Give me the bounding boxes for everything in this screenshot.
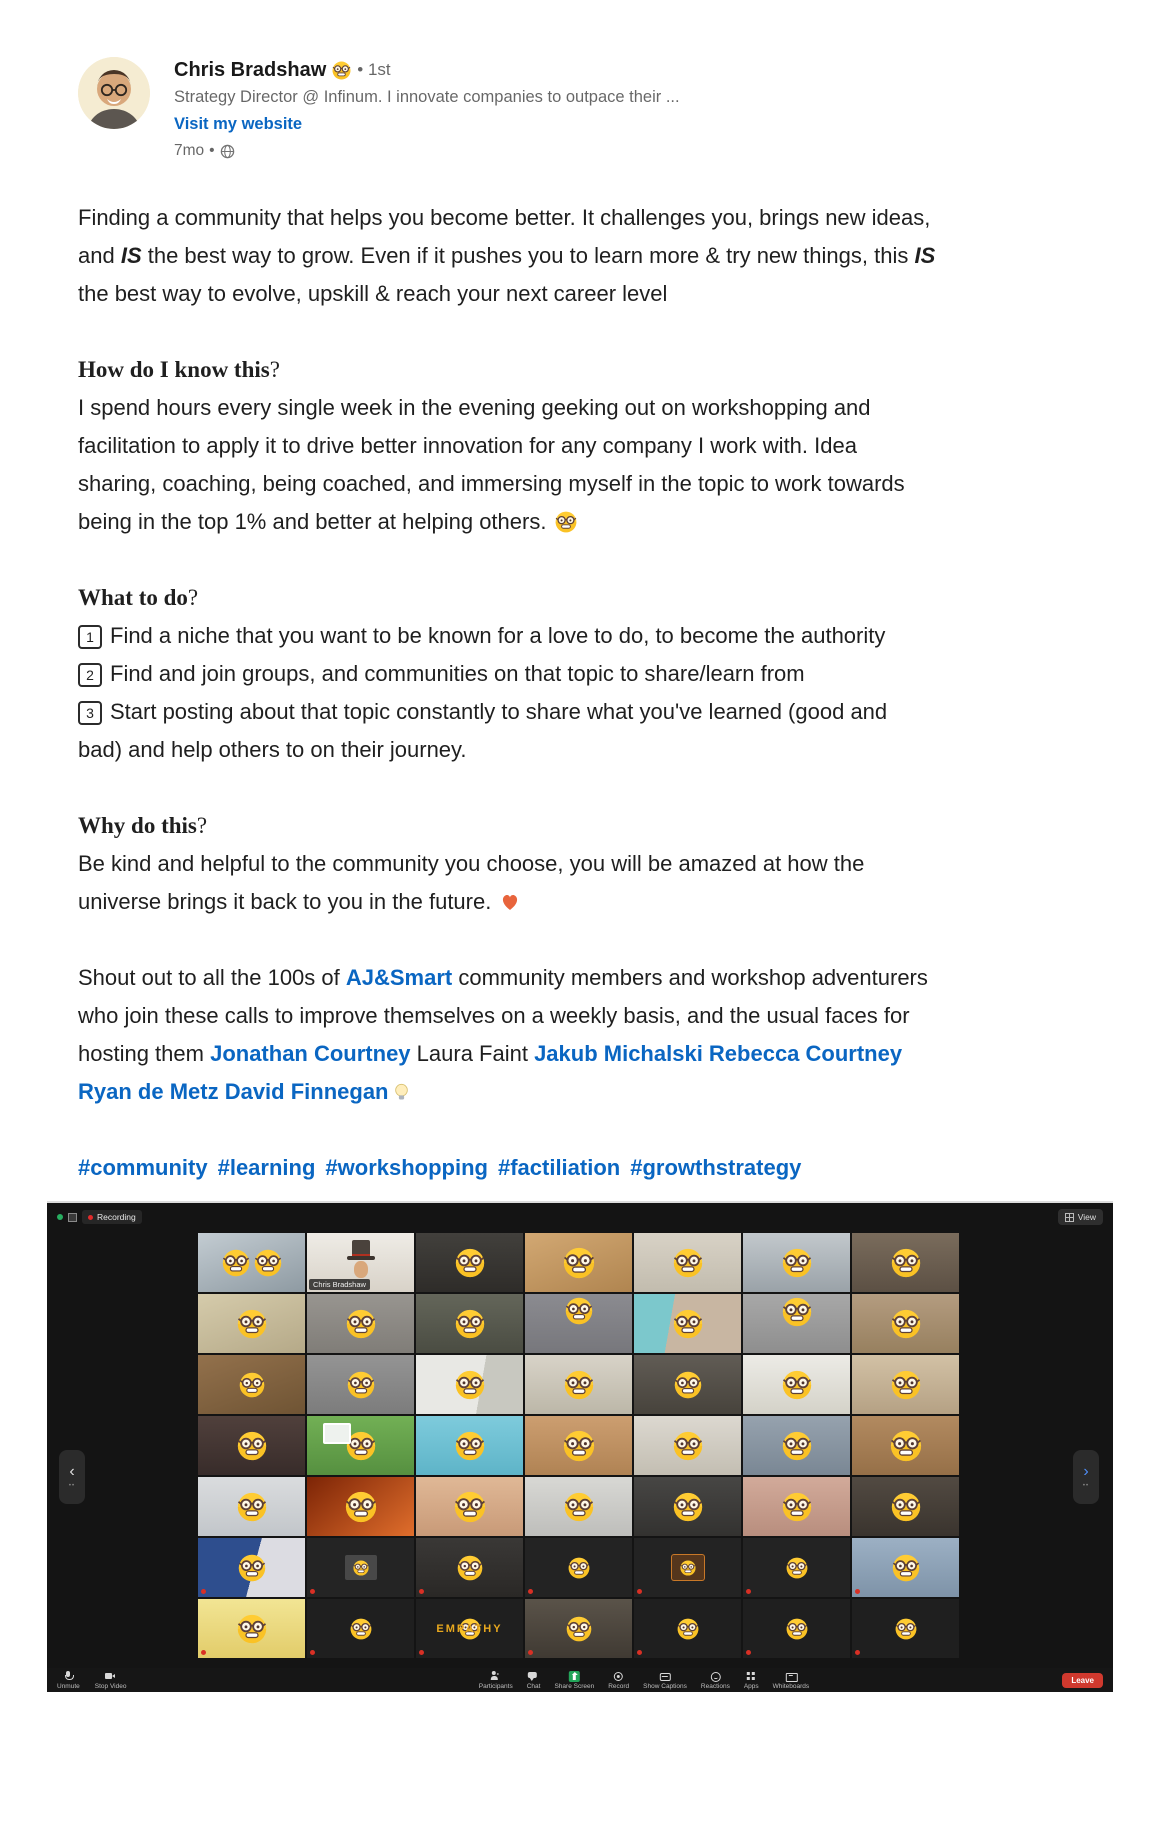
company-mention-link[interactable]: AJ&Smart bbox=[345, 965, 453, 990]
nerd-emoji bbox=[673, 1431, 703, 1461]
muted-mic-indicator bbox=[746, 1589, 751, 1594]
time-separator: • bbox=[209, 142, 215, 159]
nerd-emoji bbox=[239, 1372, 265, 1398]
chevron-right-icon bbox=[1083, 1465, 1088, 1479]
hashtags bbox=[78, 1149, 936, 1187]
toolbar-reactions: Reactions bbox=[701, 1671, 730, 1690]
know-section: How do I know this? I spend hours every single week in the evening geeking out on workshopping and facilitation to apply it to drive better innovation for any company I work with. Idea sharing, coaching, being coached, and immersing myself in the topic to work towards being in the top 1% and better at helping others. bbox=[78, 357, 905, 534]
nerd-emoji bbox=[782, 1297, 812, 1327]
participant-tile bbox=[416, 1538, 523, 1597]
encryption-dot-icon bbox=[57, 1214, 63, 1220]
keycap-2-icon: 2 bbox=[78, 663, 102, 687]
toolbar-show-captions: Show Captions bbox=[643, 1671, 687, 1690]
toolbar-participants: Participants bbox=[479, 1671, 513, 1690]
participant-tile bbox=[743, 1355, 850, 1414]
nerd-emoji bbox=[350, 1618, 372, 1640]
nerd-emoji bbox=[786, 1557, 808, 1579]
video-inset bbox=[345, 1555, 377, 1580]
section-heading: What to do bbox=[78, 585, 188, 610]
participant-tile bbox=[307, 1538, 414, 1597]
participant-name-label: Chris Bradshaw bbox=[309, 1279, 370, 1290]
participant-tile bbox=[852, 1416, 959, 1475]
participant-tile bbox=[416, 1416, 523, 1475]
participant-tile bbox=[525, 1233, 632, 1292]
participant-tile bbox=[416, 1477, 523, 1536]
nerd-emoji bbox=[566, 1616, 592, 1642]
next-page-arrow bbox=[1073, 1450, 1099, 1504]
nerd-emoji bbox=[782, 1431, 812, 1461]
lightbulb-emoji bbox=[391, 1082, 412, 1103]
participant-tile bbox=[525, 1538, 632, 1597]
nerd-emoji bbox=[347, 1371, 375, 1399]
captions-icon bbox=[660, 1671, 671, 1682]
muted-mic-indicator bbox=[637, 1589, 642, 1594]
participant-tile bbox=[634, 1538, 741, 1597]
hashtag-link[interactable]: #community bbox=[78, 1155, 208, 1180]
linkedin-post bbox=[0, 57, 1160, 1692]
toolbar-apps: Apps bbox=[744, 1671, 759, 1690]
participant-tile bbox=[525, 1477, 632, 1536]
nerd-emoji bbox=[563, 1430, 595, 1462]
nerd-emoji bbox=[332, 61, 351, 80]
participant-tile bbox=[743, 1294, 850, 1353]
post-image-zoom-call[interactable] bbox=[47, 1201, 1113, 1692]
nerd-emoji bbox=[346, 1309, 376, 1339]
what-to-do-section: What to do? 1 Find a niche that you want to be known for a love to do, to become the authority 2 Find and join groups, and communities on that topic to share/learn from 3 Start posting about that topic constantly to share what you've learned (good and bad) and help others to on their journey. bbox=[78, 585, 888, 762]
participant-tile bbox=[743, 1233, 850, 1292]
picture-frame bbox=[323, 1423, 351, 1444]
participant-tile bbox=[307, 1233, 414, 1292]
toolbar-stop-video: Stop Video bbox=[95, 1671, 127, 1690]
nerd-emoji bbox=[782, 1248, 812, 1278]
nerd-emoji bbox=[455, 1370, 485, 1400]
keycap-3-icon: 3 bbox=[78, 701, 102, 725]
zoom-grid bbox=[198, 1233, 959, 1658]
why-section: Why do this? Be kind and helpful to the community you choose, you will be amazed at how the universe brings it back to you in the future. bbox=[78, 813, 865, 914]
header-info bbox=[174, 57, 680, 163]
hashtag-link[interactable]: #learning bbox=[217, 1155, 316, 1180]
section-heading: Why do this bbox=[78, 813, 197, 838]
nerd-emoji bbox=[673, 1309, 703, 1339]
muted-mic-indicator bbox=[637, 1650, 642, 1655]
muted-mic-indicator bbox=[528, 1650, 533, 1655]
chat-icon bbox=[528, 1671, 539, 1682]
nerd-emoji bbox=[891, 1370, 921, 1400]
zoom-toolbar bbox=[47, 1668, 1113, 1692]
participant-tile bbox=[852, 1355, 959, 1414]
time-ago: 7mo bbox=[174, 142, 205, 159]
camera-icon bbox=[105, 1671, 116, 1682]
participant-tile bbox=[634, 1416, 741, 1475]
nerd-emoji bbox=[568, 1557, 590, 1579]
participant-tile bbox=[634, 1477, 741, 1536]
view-button bbox=[1058, 1209, 1103, 1225]
participant-tile bbox=[307, 1294, 414, 1353]
participant-tile bbox=[307, 1416, 414, 1475]
author-headline: Strategy Director @ Infinum. I innovate companies to outpace their ... bbox=[174, 88, 680, 106]
top-hat-icon bbox=[352, 1240, 370, 1257]
muted-mic-indicator bbox=[419, 1650, 424, 1655]
nerd-emoji bbox=[786, 1618, 808, 1640]
person-mentions-link[interactable]: Jakub Michalski Rebecca Courtney Ryan de Metz David Finnegan bbox=[78, 1041, 903, 1104]
nerd-emoji bbox=[237, 1309, 267, 1339]
nerd-emoji bbox=[890, 1430, 922, 1462]
participant-tile bbox=[198, 1538, 305, 1597]
participant-tile bbox=[198, 1599, 305, 1658]
prev-page-arrow bbox=[59, 1450, 85, 1504]
muted-mic-indicator bbox=[201, 1650, 206, 1655]
nerd-emoji bbox=[353, 1560, 369, 1576]
nerd-emoji bbox=[564, 1492, 594, 1522]
participant-tile bbox=[525, 1294, 632, 1353]
nerd-emoji bbox=[237, 1431, 267, 1461]
participant-tile bbox=[634, 1294, 741, 1353]
nerd-emoji bbox=[674, 1371, 702, 1399]
author-name[interactable]: Chris Bradshaw bbox=[174, 59, 327, 81]
grid-view-icon bbox=[1065, 1213, 1074, 1222]
keycap-1-icon: 1 bbox=[78, 625, 102, 649]
nerd-emoji bbox=[895, 1618, 917, 1640]
participant-tile bbox=[634, 1233, 741, 1292]
zoom-toolbar-center bbox=[479, 1671, 809, 1690]
participant-tile bbox=[416, 1233, 523, 1292]
nerd-emoji bbox=[455, 1431, 485, 1461]
participant-tile bbox=[743, 1538, 850, 1597]
page-dots bbox=[69, 1483, 75, 1489]
nerd-emoji bbox=[237, 1614, 267, 1644]
nerd-emoji bbox=[238, 1554, 266, 1582]
nerd-emoji bbox=[345, 1491, 377, 1523]
layout-icon bbox=[68, 1213, 77, 1222]
connection-degree: • 1st bbox=[357, 60, 391, 79]
zoom-toolbar-left bbox=[57, 1671, 126, 1690]
share-icon bbox=[569, 1671, 580, 1682]
post-time bbox=[174, 139, 680, 163]
nerd-emoji bbox=[782, 1370, 812, 1400]
participant-tile bbox=[525, 1599, 632, 1658]
nerd-emoji bbox=[455, 1309, 485, 1339]
participant-tile bbox=[307, 1599, 414, 1658]
participant-tile bbox=[634, 1355, 741, 1414]
person-mention-link[interactable]: Jonathan Courtney bbox=[210, 1041, 411, 1066]
hashtag-link[interactable]: #factiliation bbox=[497, 1155, 621, 1180]
participant-tile bbox=[525, 1416, 632, 1475]
participant-tile bbox=[416, 1599, 523, 1658]
nerd-emoji bbox=[891, 1309, 921, 1339]
nerd-emoji bbox=[673, 1248, 703, 1278]
name-line bbox=[174, 57, 680, 83]
participant-tile bbox=[198, 1294, 305, 1353]
section-heading: How do I know this bbox=[78, 357, 270, 382]
whiteboards-icon bbox=[785, 1671, 796, 1682]
toolbar-record: Record bbox=[608, 1671, 629, 1690]
reactions-icon bbox=[710, 1671, 721, 1682]
apps-icon bbox=[746, 1671, 757, 1682]
visit-website-link[interactable]: Visit my website bbox=[174, 115, 303, 133]
zoom-statusbar bbox=[57, 1210, 142, 1224]
participant-tile bbox=[852, 1233, 959, 1292]
page-dots bbox=[1083, 1483, 1089, 1489]
empathy-text: EMPATHY bbox=[436, 1622, 503, 1635]
nerd-emoji bbox=[254, 1249, 282, 1277]
participant-tile bbox=[852, 1538, 959, 1597]
muted-mic-indicator bbox=[855, 1589, 860, 1594]
nerd-emoji bbox=[892, 1554, 920, 1582]
participant-tile bbox=[416, 1294, 523, 1353]
muted-mic-indicator bbox=[528, 1589, 533, 1594]
participant-tile bbox=[743, 1599, 850, 1658]
globe-icon bbox=[220, 144, 235, 159]
participant-tile bbox=[416, 1355, 523, 1414]
muted-mic-indicator bbox=[746, 1650, 751, 1655]
post-header bbox=[78, 57, 1082, 163]
nerd-emoji bbox=[564, 1370, 594, 1400]
nerd-emoji bbox=[565, 1297, 593, 1325]
mic-icon bbox=[63, 1671, 74, 1682]
participants-icon bbox=[490, 1671, 501, 1682]
nerd-emoji bbox=[891, 1248, 921, 1278]
participant-tile bbox=[198, 1416, 305, 1475]
toolbar-whiteboards: Whiteboards bbox=[773, 1671, 810, 1690]
toolbar-chat: Chat bbox=[527, 1671, 541, 1690]
muted-mic-indicator bbox=[201, 1589, 206, 1594]
nerd-emoji bbox=[222, 1249, 250, 1277]
participant-tile bbox=[307, 1477, 414, 1536]
shoutout-paragraph: Shout out to all the 100s of AJ&Smart community members and workshop adventurers who join these calls to improve themselves on a weekly basis, and the usual faces for hosting them Jonathan Courtney Laura Faint Jakub Michalski Rebecca Courtney Ryan de Metz David Finnegan bbox=[78, 965, 928, 1104]
toolbar-share-screen: Share Screen bbox=[554, 1671, 594, 1690]
participant-tile bbox=[852, 1599, 959, 1658]
participant-tile bbox=[852, 1477, 959, 1536]
record-icon bbox=[613, 1671, 624, 1682]
view-label: View bbox=[1077, 1212, 1096, 1222]
participant-tile bbox=[198, 1477, 305, 1536]
toolbar-unmute: Unmute bbox=[57, 1671, 80, 1690]
nerd-emoji bbox=[457, 1555, 483, 1581]
muted-mic-indicator bbox=[419, 1589, 424, 1594]
recording-indicator bbox=[82, 1210, 142, 1224]
nerd-emoji bbox=[680, 1560, 696, 1576]
hashtag-link[interactable]: #workshopping bbox=[325, 1155, 488, 1180]
participant-tile bbox=[852, 1294, 959, 1353]
nerd-emoji bbox=[454, 1491, 486, 1523]
participant-tile bbox=[525, 1355, 632, 1414]
video-inset bbox=[672, 1555, 704, 1580]
nerd-emoji bbox=[455, 1248, 485, 1278]
orange-heart-emoji bbox=[499, 891, 521, 913]
record-dot-icon bbox=[88, 1215, 93, 1220]
participant-tile bbox=[743, 1477, 850, 1536]
intro-paragraph: Finding a community that helps you become better. It challenges you, brings new ideas, and IS the best way to grow. Even if it pushes you to learn more & try new things, this IS the best way to evolve, upskill & reach your next career level bbox=[78, 205, 936, 306]
nerd-emoji bbox=[563, 1247, 595, 1279]
nerd-emoji bbox=[673, 1492, 703, 1522]
leave-button: Leave bbox=[1062, 1673, 1103, 1688]
avatar-photo bbox=[78, 57, 150, 129]
recording-label: Recording bbox=[97, 1212, 136, 1222]
nerd-emoji bbox=[677, 1618, 699, 1640]
nerd-emoji bbox=[782, 1492, 812, 1522]
nerd-emoji bbox=[237, 1492, 267, 1522]
participant-tile bbox=[198, 1233, 305, 1292]
muted-mic-indicator bbox=[310, 1650, 315, 1655]
muted-mic-indicator bbox=[310, 1589, 315, 1594]
avatar[interactable] bbox=[78, 57, 150, 129]
participant-tile bbox=[743, 1416, 850, 1475]
hashtag-link[interactable]: #growthstrategy bbox=[630, 1155, 802, 1180]
nerd-emoji bbox=[891, 1492, 921, 1522]
nerd-emoji bbox=[555, 511, 577, 533]
participant-tile bbox=[307, 1355, 414, 1414]
chevron-left-icon bbox=[69, 1465, 74, 1479]
participant-tile bbox=[634, 1599, 741, 1658]
muted-mic-indicator bbox=[855, 1650, 860, 1655]
post-body-text bbox=[78, 199, 936, 1187]
participant-tile bbox=[198, 1355, 305, 1414]
